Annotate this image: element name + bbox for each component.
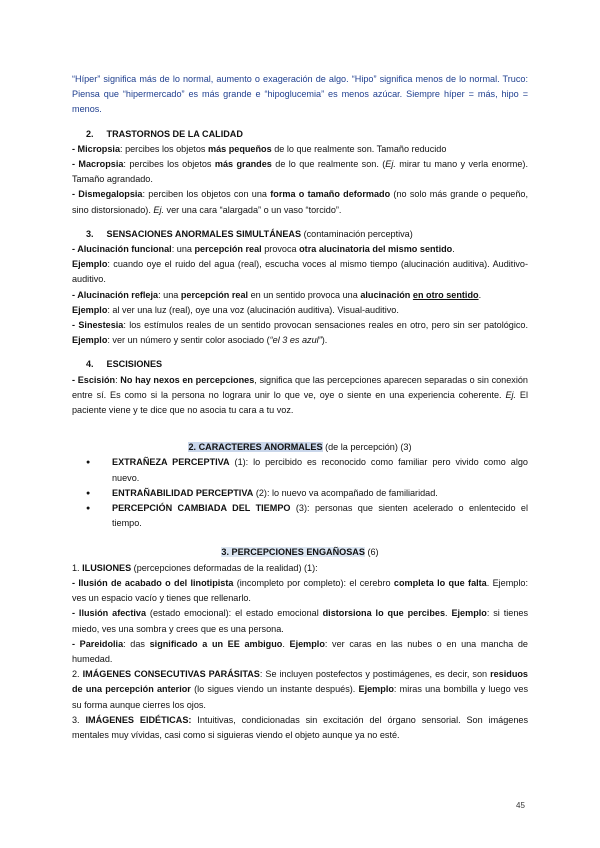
ej-label: Ejemplo: [289, 638, 325, 649]
alucinacion-refleja-example: [72, 303, 528, 318]
text: Tamaño agrandado.: [72, 174, 153, 185]
text: (no solo más grande o pequeño, sino distorsionado).: [72, 189, 529, 215]
text: (lo sigues viendo un instante después).: [190, 684, 359, 695]
text: de lo que realmente son. (: [271, 159, 386, 170]
term: - Alucinación refleja: [72, 289, 159, 300]
term: - Ilusión afectiva: [72, 608, 147, 619]
section-number: 3.: [86, 228, 94, 239]
section-heading-simultaneas: [72, 227, 528, 242]
emphasis: más grandes: [214, 159, 272, 170]
text: .: [452, 244, 455, 255]
text: (estado emocional): el estado emocional: [146, 608, 323, 619]
heading-rest: (6): [364, 547, 379, 558]
text: El paciente viene y te dice que no asocia tu cara a tu voz.: [72, 389, 528, 416]
emphasis: percepción real: [194, 244, 262, 255]
quote: “el 3 es azul”: [269, 335, 322, 346]
text: , significa que las percepciones aparecen separadas o sin conexión entre sí. Es como si la persona no lograra unir lo que ve, oye o siente en una experiencia coherente.: [72, 374, 528, 400]
ilusiones-paragraph: [72, 561, 528, 576]
text: .: [478, 289, 482, 300]
text: (3): personas que sienten acelerado o enlentecido el tiempo.: [112, 503, 529, 529]
ej-label: Ejemplo: [358, 684, 394, 695]
dismegalopsia-paragraph: [72, 187, 528, 217]
text: mirar tu mano y verla enorme).: [395, 159, 528, 170]
ej-label: Ejemplo: [72, 304, 108, 315]
alucinacion-funcional-paragraph: [72, 242, 528, 257]
text: (2): lo nuevo va acompañado de familiaridad.: [253, 487, 438, 498]
text: : si tienes miedo, ves una sombra y crees que es una persona.: [72, 608, 528, 634]
text: (percepciones deformadas de la realidad) (1):: [131, 562, 318, 573]
example: Ejemplo: ves un espacio vacío y tienes que rellenarlo.: [72, 577, 528, 604]
text: provoca: [261, 244, 300, 255]
macropsia-paragraph: [72, 157, 528, 187]
page-number: 45: [516, 801, 525, 810]
ej-label: Ej.: [385, 159, 396, 170]
emphasis: forma o tamaño deformado: [270, 189, 391, 200]
list-item: [98, 501, 528, 531]
text: .: [445, 608, 452, 619]
text: : perciben los objetos con una: [142, 189, 271, 200]
emphasis: No hay nexos en percepciones: [120, 374, 255, 385]
underlined-emphasis: en otro sentido: [412, 289, 479, 300]
text: : al ver una luz (real), oye una voz (alucinación auditiva). Visual-auditivo.: [107, 304, 399, 315]
term: PERCEPCIÓN CAMBIADA DEL TIEMPO: [112, 503, 291, 514]
text: : percibes los objetos: [120, 143, 208, 154]
emphasis: significado a un EE ambiguo: [149, 638, 283, 649]
emphasis: distorsiona lo que percibes: [322, 608, 446, 619]
emphasis: alucinación: [360, 289, 411, 300]
emphasis: otra alucinatoria del mismo sentido: [299, 244, 453, 255]
text: : una: [171, 244, 195, 255]
text: : los estímulos reales de un sentido provocan sensaciones reales en otro, pero sin ser patológico.: [123, 320, 528, 331]
emphasis: completa lo que falta: [393, 577, 487, 588]
emphasis: más pequeños: [207, 143, 272, 154]
ej-label: Ej.: [505, 389, 517, 400]
text: ).: [321, 335, 328, 346]
ilusion-afectiva-paragraph: [72, 606, 528, 636]
section-title: TRASTORNOS DE LA CALIDAD: [106, 128, 243, 139]
term: ENTRAÑABILIDAD PERCEPTIVA: [112, 487, 254, 498]
term: - Macropsia: [72, 159, 124, 170]
document-page: [72, 72, 528, 743]
section-subtitle: (contaminación perceptiva): [301, 228, 413, 239]
term: - Sinestesia: [72, 320, 124, 331]
ej-label: Ejemplo: [72, 335, 108, 346]
term: - Micropsia: [72, 143, 121, 154]
section-heading-escisiones: [72, 357, 528, 372]
enganosas-heading: [72, 545, 528, 560]
text: .: [486, 577, 493, 588]
term: - Escisión: [72, 374, 116, 385]
alucinacion-refleja-paragraph: [72, 288, 528, 303]
list-item: [98, 455, 528, 485]
text: (incompleto por completo): el cerebro: [233, 577, 394, 588]
term: IMÁGENES EIDÉTICAS:: [85, 714, 192, 725]
highlighted-heading: 3. PERCEPCIONES ENGAÑOSAS: [221, 547, 365, 558]
highlighted-heading: 2. CARACTERES ANORMALES: [188, 442, 323, 453]
section-number: 4.: [86, 359, 94, 370]
text: : ver caras en las nubes o en una mancha de humedad.: [72, 638, 528, 664]
text: de lo que realmente son. Tamaño reducido: [271, 143, 447, 154]
ilusion-acabado-paragraph: [72, 576, 528, 606]
text: : cuando oye el ruido del agua (real), escucha voces al mismo tiempo (alucinación auditiva). Auditivo-auditivo.: [72, 259, 528, 285]
text: Intuitivas, condicionadas sin excitación del órgano sensorial. Son imágenes mentales muy vívidas, casi como si siguieras viendo el objeto aunque ya no esté.: [72, 714, 528, 740]
caracteres-heading: [72, 440, 528, 455]
term: - Dismegalopsia: [72, 189, 143, 200]
list-item: [98, 486, 528, 501]
imagenes-eideticas-paragraph: [72, 713, 528, 743]
text: : miras una bombilla y luego ves su forma aunque cierres los ojos.: [72, 684, 529, 710]
ej-label: Ej.: [153, 204, 165, 215]
escision-paragraph: [72, 373, 528, 419]
micropsia-paragraph: [72, 142, 528, 157]
section-heading-calidad: [72, 127, 528, 142]
alucinacion-funcional-example: [72, 257, 528, 287]
intro-paragraph: “Híper” significa más de lo normal, aumento o exageración de algo. “Hipo” significa menos de lo normal. Truco: Piensa que “hipermercado” es más grande e “hipoglucemia” es menos azúcar. Siempre híper = más, hipo = menos.: [72, 74, 528, 115]
term: - Alucinación funcional: [72, 244, 172, 255]
text: : Se incluyen postefectos y postimágenes, es decir, son: [259, 669, 491, 680]
emphasis: percepción real: [180, 289, 249, 300]
text: en un sentido provoca una: [248, 289, 361, 300]
text: : das: [123, 638, 150, 649]
text: : ver un número y sentir color asociado (: [107, 335, 270, 346]
sinestesia-paragraph: [72, 318, 528, 348]
text: .: [282, 638, 290, 649]
ej-label: Ejemplo: [451, 608, 487, 619]
item-number: 3.: [72, 714, 86, 725]
text: : una: [158, 289, 181, 300]
caracteres-list: [72, 455, 528, 531]
text: : percibes los objetos: [123, 159, 215, 170]
imagenes-consecutivas-paragraph: [72, 667, 528, 713]
section-title: ESCISIONES: [106, 359, 163, 370]
term: ILUSIONES: [82, 562, 132, 573]
section-number: 2.: [86, 128, 94, 139]
term: IMÁGENES CONSECUTIVAS PARÁSITAS: [82, 669, 260, 680]
heading-rest: (de la percepción) (3): [322, 442, 412, 453]
ej-label: Ejemplo: [72, 259, 108, 270]
text: ver una cara “alargada” o un vaso “torcido”.: [164, 204, 342, 215]
text: (1): lo percibido es reconocido como familiar pero vivido como algo nuevo.: [112, 457, 528, 483]
term: - Ilusión de acabado o del linotipista: [72, 577, 234, 588]
pareidolia-paragraph: [72, 637, 528, 667]
term: - Pareidolia: [72, 638, 124, 649]
item-number: 2.: [72, 669, 83, 680]
emphasis: residuos de una percepción anterior: [72, 669, 528, 695]
term: EXTRAÑEZA PERCEPTIVA: [112, 457, 230, 468]
item-number: 1.: [72, 562, 83, 573]
text: :: [115, 374, 121, 385]
section-title: SENSACIONES ANORMALES SIMULTÁNEAS: [106, 228, 302, 239]
